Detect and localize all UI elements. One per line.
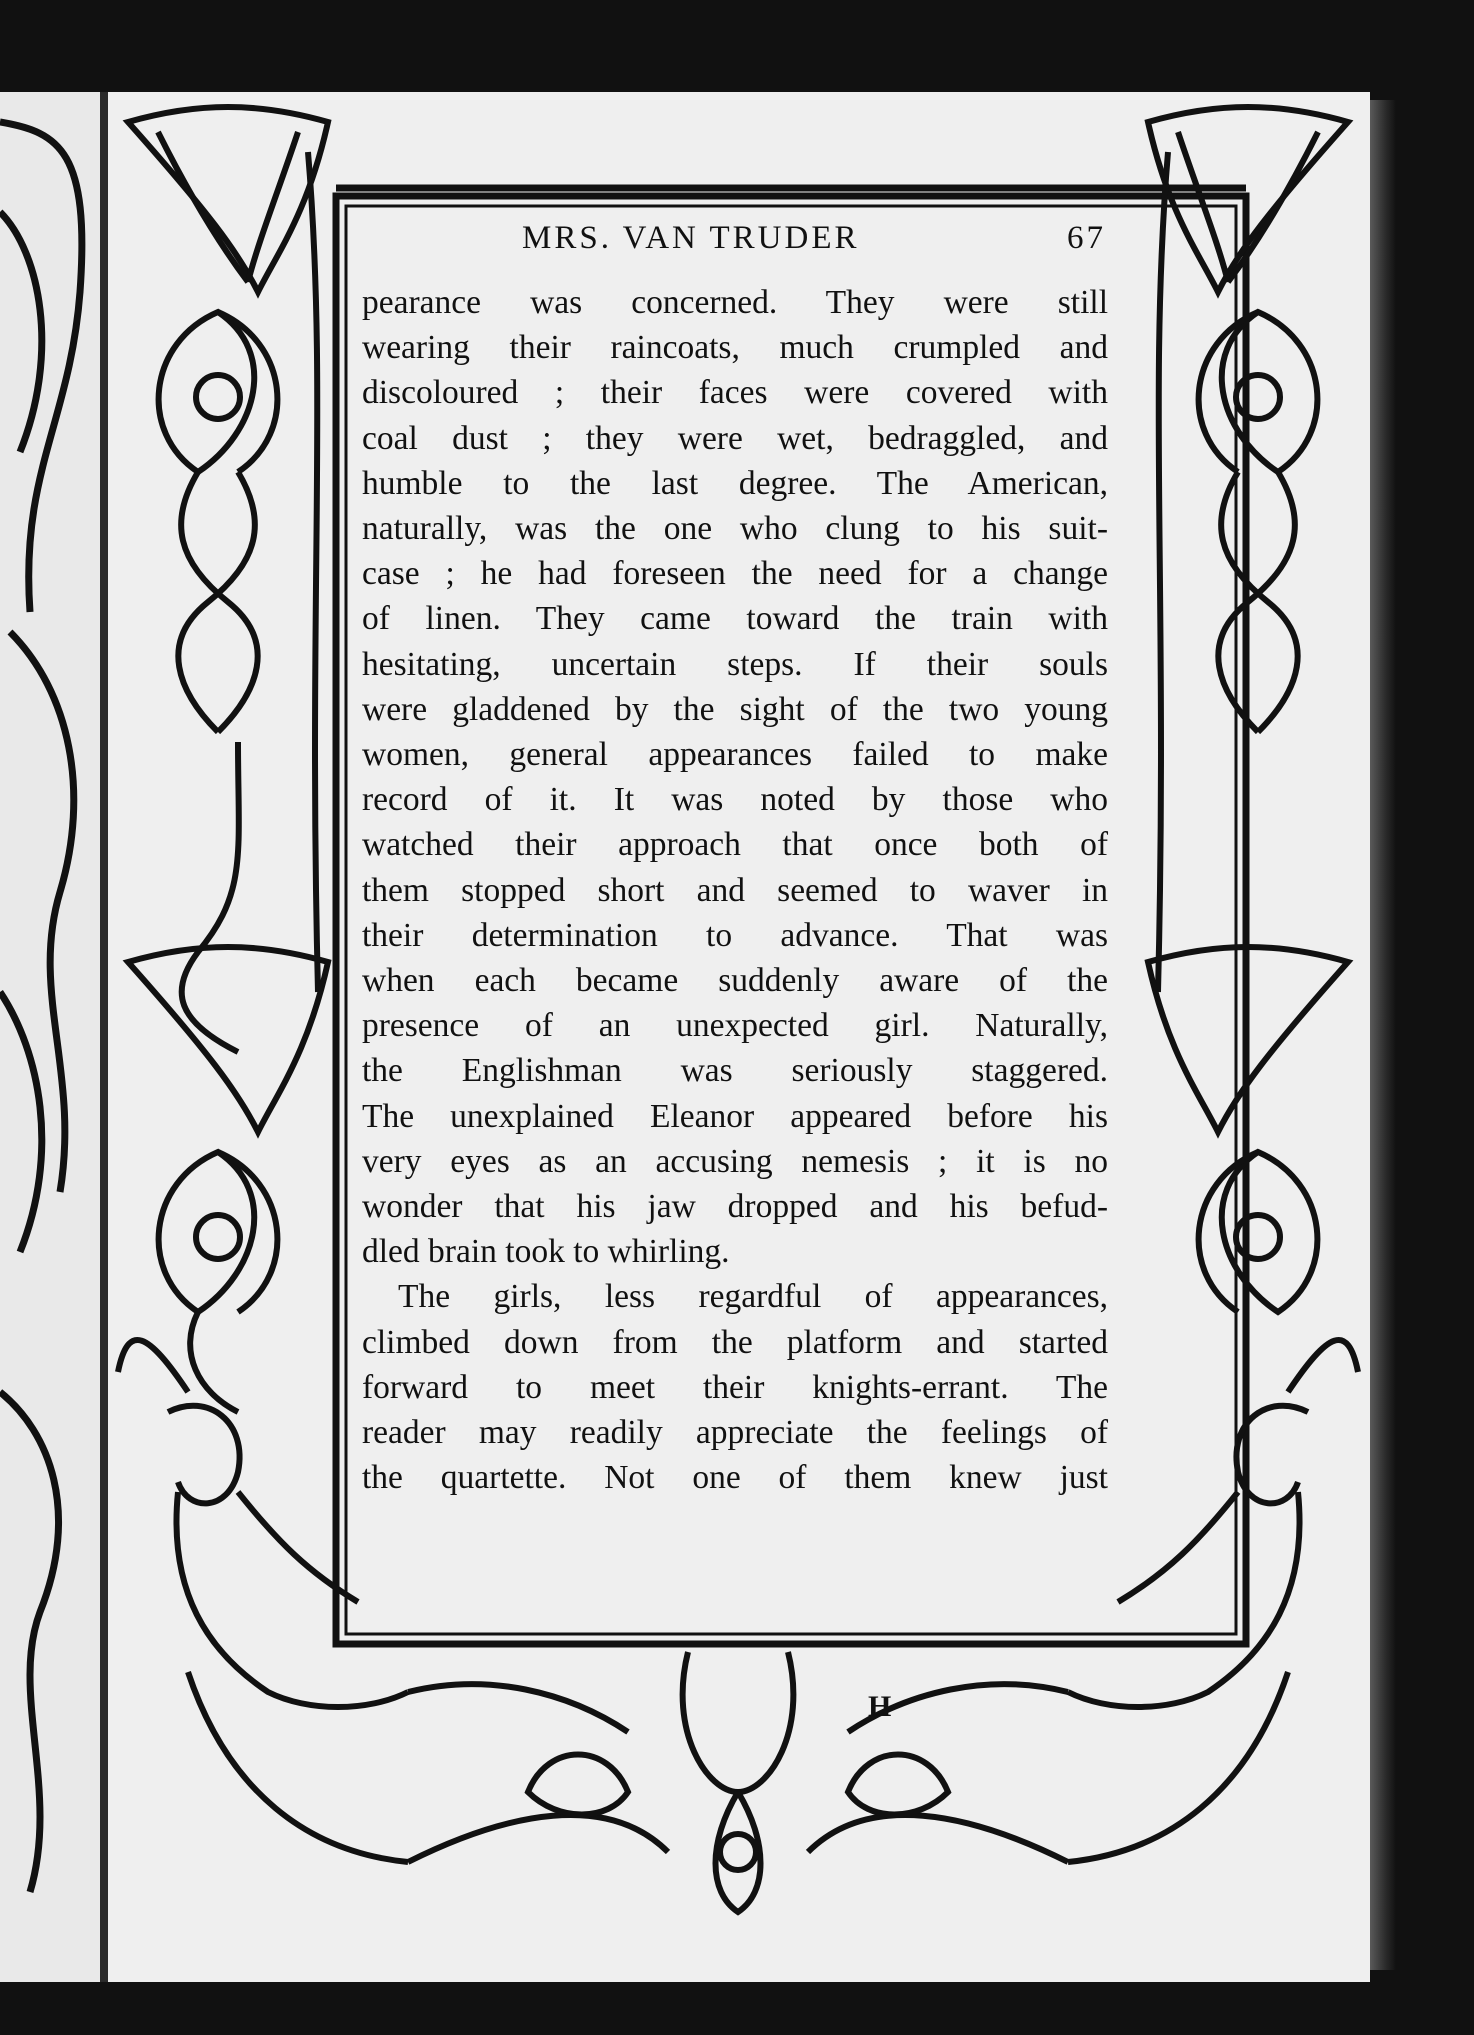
text-line: wearing their raincoats, much crumpled and xyxy=(362,329,1108,367)
facing-page-ornament xyxy=(0,92,100,1982)
text-line: were gladdened by the sight of the two young xyxy=(362,690,1108,728)
book-gutter xyxy=(100,92,108,1982)
text-line: naturally, was the one who clung to his suit- xyxy=(362,510,1108,548)
text-line: the quartette. Not one of them knew just xyxy=(362,1459,1108,1497)
text-line: very eyes as an accusing nemesis ; it is no xyxy=(362,1142,1108,1180)
page-text-block xyxy=(362,220,1108,1500)
text-line: The girls, less regardful of appearances, xyxy=(398,1278,1108,1316)
text-line: hesitating, uncertain steps. If their souls xyxy=(362,645,1108,683)
page-edge-shadow xyxy=(1370,100,1396,1970)
page-number: 67 xyxy=(1067,220,1106,256)
text-line: their determination to advance. That was xyxy=(362,916,1108,954)
text-line: the Englishman was seriously staggered. xyxy=(362,1052,1108,1090)
text-line: presence of an unexpected girl. Naturally, xyxy=(362,1007,1108,1045)
text-line: wonder that his jaw dropped and his befud- xyxy=(362,1188,1108,1226)
text-line: of linen. They came toward the train with xyxy=(362,600,1108,638)
printer-monogram: H xyxy=(868,1690,892,1723)
text-line: pearance was concerned. They were still xyxy=(362,284,1108,321)
text-line: them stopped short and seemed to waver in xyxy=(362,871,1108,909)
text-line: record of it. It was noted by those who xyxy=(362,781,1108,819)
running-head-title: MRS. VAN TRUDER xyxy=(522,220,860,256)
text-line: The unexplained Eleanor appeared before his xyxy=(362,1097,1108,1135)
text-line: watched their approach that once both of xyxy=(362,826,1108,864)
text-line: reader may readily appreciate the feelings of xyxy=(362,1414,1108,1452)
text-line: humble to the last degree. The American, xyxy=(362,464,1108,502)
text-line: coal dust ; they were wet, bedraggled, and xyxy=(362,419,1108,457)
text-line: climbed down from the platform and started xyxy=(362,1323,1108,1361)
text-line: discoloured ; their faces were covered with xyxy=(362,374,1108,412)
body-text xyxy=(362,280,1108,1500)
text-line: when each became suddenly aware of the xyxy=(362,962,1108,1000)
text-line: dled brain took to whirling. xyxy=(362,1233,730,1271)
text-line: case ; he had foreseen the need for a change xyxy=(362,555,1108,593)
text-line: forward to meet their knights-errant. The xyxy=(362,1368,1108,1406)
running-head xyxy=(362,220,1108,268)
text-line: women, general appearances failed to make xyxy=(362,736,1108,774)
facing-page-edge xyxy=(0,92,100,1982)
